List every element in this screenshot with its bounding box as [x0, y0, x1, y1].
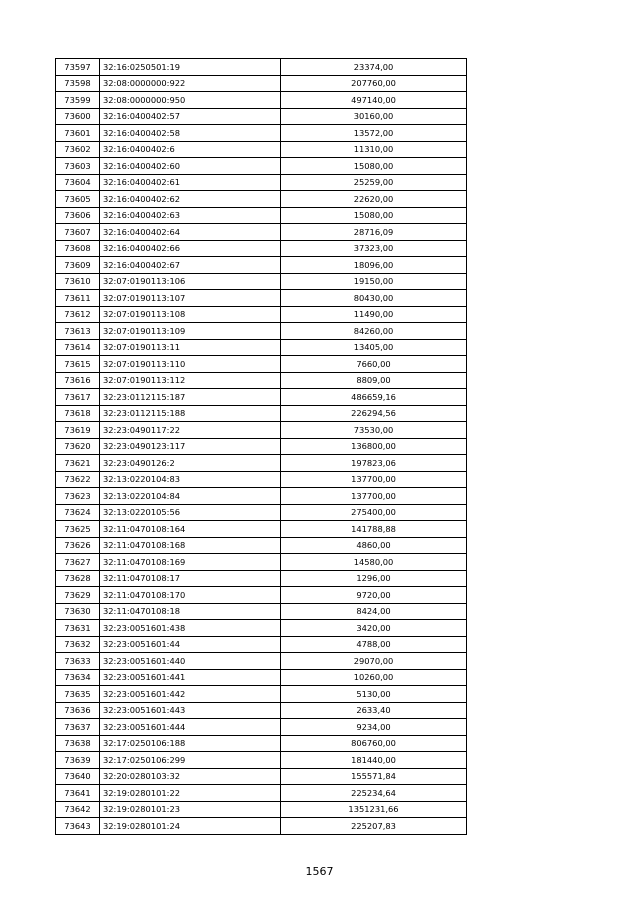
- value-cell: 9234,00: [281, 719, 467, 736]
- row-number-cell: 73639: [56, 752, 100, 769]
- value-cell: 226294,56: [281, 405, 467, 422]
- table-row: [56, 570, 467, 587]
- row-number-cell: 73624: [56, 504, 100, 521]
- cadastral-number-cell: 32:17:0250106:188: [100, 735, 281, 752]
- cadastral-number-cell: 32:16:0250501:19: [100, 59, 281, 76]
- table-row: [56, 323, 467, 340]
- value-cell: 73530,00: [281, 422, 467, 439]
- cadastral-number-cell: 32:13:0220105:56: [100, 504, 281, 521]
- cadastral-number-cell: 32:07:0190113:110: [100, 356, 281, 373]
- table-row: [56, 174, 467, 191]
- row-number-cell: 73627: [56, 554, 100, 571]
- table-row: [56, 653, 467, 670]
- value-cell: 136800,00: [281, 438, 467, 455]
- value-cell: 23374,00: [281, 59, 467, 76]
- value-cell: 18096,00: [281, 257, 467, 274]
- table-row: [56, 801, 467, 818]
- cadastral-number-cell: 32:23:0051601:443: [100, 702, 281, 719]
- row-number-cell: 73635: [56, 686, 100, 703]
- row-number-cell: 73608: [56, 240, 100, 257]
- table-row: [56, 603, 467, 620]
- cadastral-number-cell: 32:16:0400402:67: [100, 257, 281, 274]
- value-cell: 5130,00: [281, 686, 467, 703]
- value-cell: 1296,00: [281, 570, 467, 587]
- row-number-cell: 73600: [56, 108, 100, 125]
- table-row: [56, 290, 467, 307]
- cadastral-number-cell: 32:16:0400402:63: [100, 207, 281, 224]
- cadastral-number-cell: 32:23:0051601:444: [100, 719, 281, 736]
- value-cell: 137700,00: [281, 471, 467, 488]
- table-row: [56, 702, 467, 719]
- row-number-cell: 73628: [56, 570, 100, 587]
- value-cell: 137700,00: [281, 488, 467, 505]
- row-number-cell: 73636: [56, 702, 100, 719]
- table-row: [56, 356, 467, 373]
- cadastral-number-cell: 32:23:0051601:438: [100, 620, 281, 637]
- table-row: [56, 488, 467, 505]
- value-cell: 197823,06: [281, 455, 467, 472]
- table-row: [56, 752, 467, 769]
- row-number-cell: 73633: [56, 653, 100, 670]
- row-number-cell: 73607: [56, 224, 100, 241]
- value-cell: 141788,88: [281, 521, 467, 538]
- cadastral-number-cell: 32:11:0470108:164: [100, 521, 281, 538]
- cadastral-number-cell: 32:20:0280103:32: [100, 768, 281, 785]
- row-number-cell: 73619: [56, 422, 100, 439]
- table-row: [56, 191, 467, 208]
- cadastral-number-cell: 32:13:0220104:84: [100, 488, 281, 505]
- value-cell: 8424,00: [281, 603, 467, 620]
- value-cell: 15080,00: [281, 158, 467, 175]
- table-row: [56, 273, 467, 290]
- cadastral-number-cell: 32:11:0470108:18: [100, 603, 281, 620]
- row-number-cell: 73632: [56, 636, 100, 653]
- row-number-cell: 73614: [56, 339, 100, 356]
- row-number-cell: 73606: [56, 207, 100, 224]
- row-number-cell: 73622: [56, 471, 100, 488]
- cadastral-number-cell: 32:08:0000000:922: [100, 75, 281, 92]
- table-row: [56, 669, 467, 686]
- row-number-cell: 73599: [56, 92, 100, 109]
- value-cell: 207760,00: [281, 75, 467, 92]
- cadastral-number-cell: 32:17:0250106:299: [100, 752, 281, 769]
- value-cell: 7660,00: [281, 356, 467, 373]
- cadastral-number-cell: 32:19:0280101:23: [100, 801, 281, 818]
- value-cell: 10260,00: [281, 669, 467, 686]
- row-number-cell: 73634: [56, 669, 100, 686]
- value-cell: 181440,00: [281, 752, 467, 769]
- cadastral-number-cell: 32:16:0400402:61: [100, 174, 281, 191]
- cadastral-number-cell: 32:11:0470108:17: [100, 570, 281, 587]
- value-cell: 30160,00: [281, 108, 467, 125]
- table-row: [56, 636, 467, 653]
- cadastral-number-cell: 32:16:0400402:58: [100, 125, 281, 142]
- table-row: [56, 455, 467, 472]
- table-row: [56, 521, 467, 538]
- table-row: [56, 768, 467, 785]
- row-number-cell: 73602: [56, 141, 100, 158]
- value-cell: 2633,40: [281, 702, 467, 719]
- table-row: [56, 372, 467, 389]
- cadastral-number-cell: 32:11:0470108:169: [100, 554, 281, 571]
- row-number-cell: 73640: [56, 768, 100, 785]
- cadastral-number-cell: 32:11:0470108:170: [100, 587, 281, 604]
- row-number-cell: 73638: [56, 735, 100, 752]
- cadastral-number-cell: 32:16:0400402:6: [100, 141, 281, 158]
- page-number: 1567: [305, 865, 334, 878]
- table-row: [56, 125, 467, 142]
- value-cell: 19150,00: [281, 273, 467, 290]
- row-number-cell: 73623: [56, 488, 100, 505]
- row-number-cell: 73626: [56, 537, 100, 554]
- table-row: [56, 158, 467, 175]
- cadastral-number-cell: 32:11:0470108:168: [100, 537, 281, 554]
- cadastral-number-cell: 32:23:0490117:22: [100, 422, 281, 439]
- cadastral-number-cell: 32:23:0112115:187: [100, 389, 281, 406]
- table-row: [56, 438, 467, 455]
- value-cell: 25259,00: [281, 174, 467, 191]
- row-number-cell: 73642: [56, 801, 100, 818]
- cadastral-number-cell: 32:16:0400402:60: [100, 158, 281, 175]
- row-number-cell: 73605: [56, 191, 100, 208]
- value-cell: 806760,00: [281, 735, 467, 752]
- value-cell: 80430,00: [281, 290, 467, 307]
- table-row: [56, 719, 467, 736]
- cadastral-number-cell: 32:23:0051601:44: [100, 636, 281, 653]
- table-row: [56, 207, 467, 224]
- row-number-cell: 73643: [56, 818, 100, 835]
- value-cell: 22620,00: [281, 191, 467, 208]
- value-cell: 28716,09: [281, 224, 467, 241]
- cadastral-number-cell: 32:07:0190113:106: [100, 273, 281, 290]
- cadastral-number-cell: 32:23:0490126:2: [100, 455, 281, 472]
- row-number-cell: 73611: [56, 290, 100, 307]
- cadastral-number-cell: 32:19:0280101:22: [100, 785, 281, 802]
- value-cell: 8809,00: [281, 372, 467, 389]
- value-cell: 15080,00: [281, 207, 467, 224]
- value-cell: 155571,84: [281, 768, 467, 785]
- row-number-cell: 73630: [56, 603, 100, 620]
- cadastral-number-cell: 32:23:0490123:117: [100, 438, 281, 455]
- table-row: [56, 471, 467, 488]
- registry-table-body: [56, 59, 467, 835]
- table-row: [56, 339, 467, 356]
- row-number-cell: 73631: [56, 620, 100, 637]
- cadastral-number-cell: 32:23:0051601:441: [100, 669, 281, 686]
- row-number-cell: 73621: [56, 455, 100, 472]
- value-cell: 225207,83: [281, 818, 467, 835]
- row-number-cell: 73612: [56, 306, 100, 323]
- table-row: [56, 108, 467, 125]
- row-number-cell: 73617: [56, 389, 100, 406]
- cadastral-number-cell: 32:16:0400402:64: [100, 224, 281, 241]
- table-row: [56, 224, 467, 241]
- table-row: [56, 389, 467, 406]
- cadastral-number-cell: 32:23:0051601:442: [100, 686, 281, 703]
- value-cell: 486659,16: [281, 389, 467, 406]
- cadastral-number-cell: 32:16:0400402:66: [100, 240, 281, 257]
- value-cell: 497140,00: [281, 92, 467, 109]
- table-row: [56, 735, 467, 752]
- value-cell: 13572,00: [281, 125, 467, 142]
- table-row: [56, 785, 467, 802]
- table-row: [56, 75, 467, 92]
- cadastral-number-cell: 32:08:0000000:950: [100, 92, 281, 109]
- value-cell: 11490,00: [281, 306, 467, 323]
- value-cell: 37323,00: [281, 240, 467, 257]
- row-number-cell: 73615: [56, 356, 100, 373]
- table-row: [56, 257, 467, 274]
- table-row: [56, 92, 467, 109]
- row-number-cell: 73637: [56, 719, 100, 736]
- value-cell: 13405,00: [281, 339, 467, 356]
- value-cell: 1351231,66: [281, 801, 467, 818]
- cadastral-number-cell: 32:07:0190113:112: [100, 372, 281, 389]
- value-cell: 11310,00: [281, 141, 467, 158]
- row-number-cell: 73601: [56, 125, 100, 142]
- row-number-cell: 73610: [56, 273, 100, 290]
- table-row: [56, 620, 467, 637]
- row-number-cell: 73629: [56, 587, 100, 604]
- cadastral-number-cell: 32:07:0190113:107: [100, 290, 281, 307]
- table-row: [56, 554, 467, 571]
- cadastral-number-cell: 32:07:0190113:108: [100, 306, 281, 323]
- table-row: [56, 240, 467, 257]
- table-row: [56, 818, 467, 835]
- value-cell: 84260,00: [281, 323, 467, 340]
- row-number-cell: 73620: [56, 438, 100, 455]
- value-cell: 29070,00: [281, 653, 467, 670]
- table-row: [56, 422, 467, 439]
- table-row: [56, 504, 467, 521]
- row-number-cell: 73613: [56, 323, 100, 340]
- row-number-cell: 73598: [56, 75, 100, 92]
- row-number-cell: 73603: [56, 158, 100, 175]
- value-cell: 14580,00: [281, 554, 467, 571]
- cadastral-number-cell: 32:23:0051601:440: [100, 653, 281, 670]
- cadastral-number-cell: 32:16:0400402:62: [100, 191, 281, 208]
- table-row: [56, 405, 467, 422]
- row-number-cell: 73604: [56, 174, 100, 191]
- cadastral-number-cell: 32:19:0280101:24: [100, 818, 281, 835]
- table-row: [56, 587, 467, 604]
- value-cell: 4860,00: [281, 537, 467, 554]
- value-cell: 275400,00: [281, 504, 467, 521]
- row-number-cell: 73641: [56, 785, 100, 802]
- registry-table: [55, 58, 467, 835]
- table-row: [56, 141, 467, 158]
- row-number-cell: 73609: [56, 257, 100, 274]
- value-cell: 4788,00: [281, 636, 467, 653]
- cadastral-number-cell: 32:07:0190113:11: [100, 339, 281, 356]
- value-cell: 9720,00: [281, 587, 467, 604]
- cadastral-number-cell: 32:23:0112115:188: [100, 405, 281, 422]
- row-number-cell: 73625: [56, 521, 100, 538]
- cadastral-number-cell: 32:07:0190113:109: [100, 323, 281, 340]
- table-row: [56, 59, 467, 76]
- table-row: [56, 686, 467, 703]
- row-number-cell: 73618: [56, 405, 100, 422]
- cadastral-number-cell: 32:13:0220104:83: [100, 471, 281, 488]
- value-cell: 3420,00: [281, 620, 467, 637]
- row-number-cell: 73616: [56, 372, 100, 389]
- cadastral-number-cell: 32:16:0400402:57: [100, 108, 281, 125]
- value-cell: 225234,64: [281, 785, 467, 802]
- row-number-cell: 73597: [56, 59, 100, 76]
- table-row: [56, 306, 467, 323]
- table-row: [56, 537, 467, 554]
